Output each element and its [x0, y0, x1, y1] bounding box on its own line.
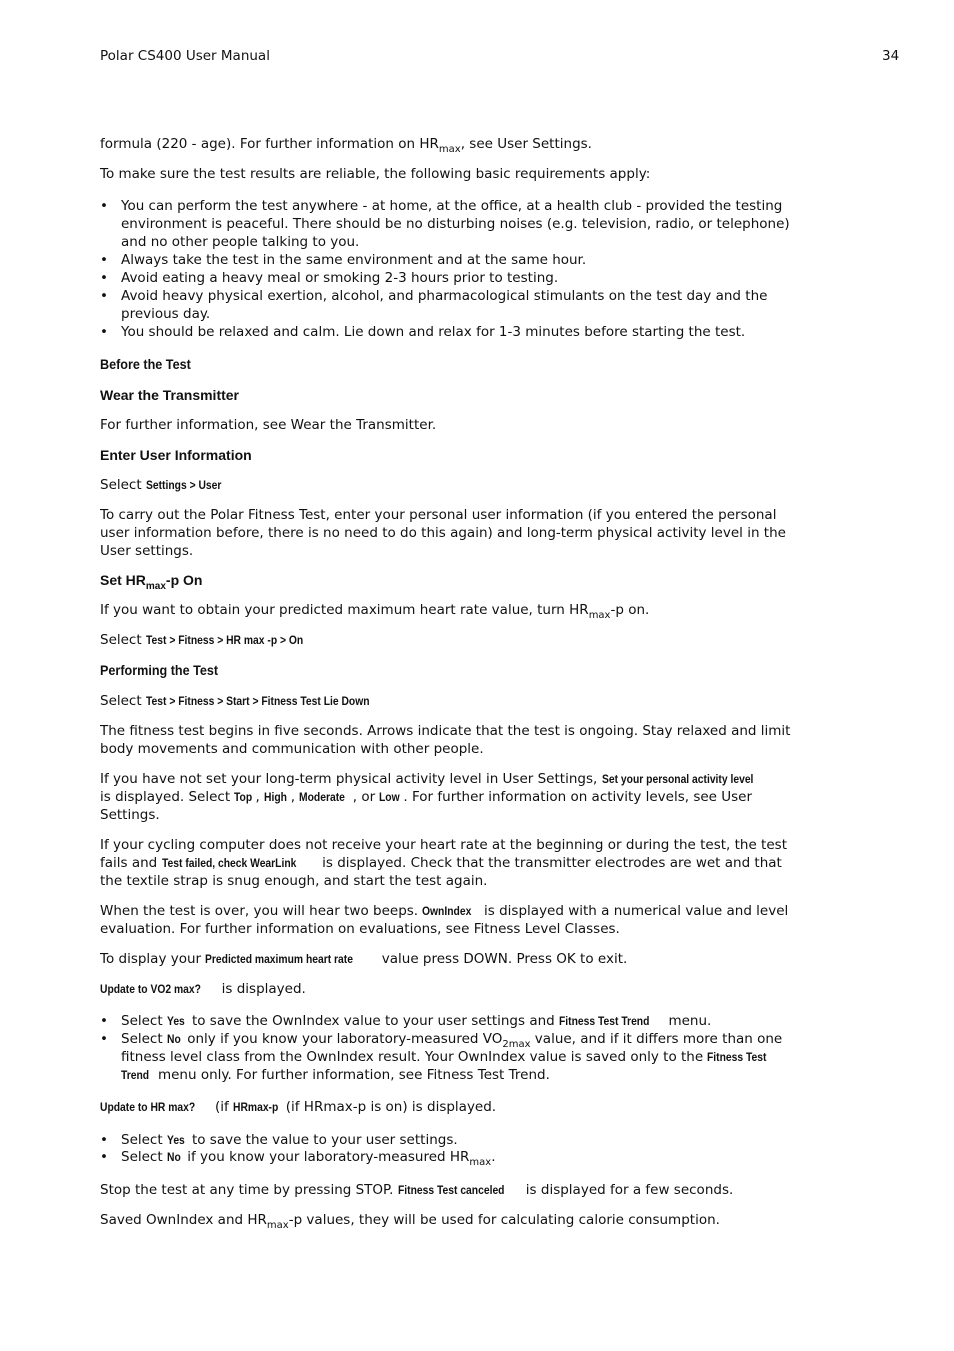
performing-p1: The fitness test begins in five seconds. Arrows indicate that the test is ongoing. Stay relaxed and limit — [100, 723, 791, 739]
list-item-cont: previous day. — [121, 306, 211, 322]
enter-text-cont: user information before, there is no need to do this again) and long-term physical activity level in the — [100, 525, 786, 541]
bullet: • — [100, 288, 108, 304]
list-item: Select No if you know your laboratory-measured $HR_{max}$. — [121, 1149, 496, 1168]
list-item-cont: Trend menu only. For further information, see Fitness Test Trend. — [121, 1067, 550, 1083]
performing-p2-cont: Settings. — [100, 807, 160, 823]
intro-paragraph-1: formula (220 - age). For further information on $HR_{max}$, see User Settings. — [100, 136, 592, 155]
bullet: • — [100, 270, 108, 286]
update-vo2-line: Update to VO2 max? is displayed. — [100, 981, 306, 997]
bullet: • — [100, 1149, 108, 1165]
list-item: Select No only if you know your laboratory-measured $VO_{2max}$ value, and if it differs more than one — [121, 1031, 783, 1050]
list-item: Avoid eating a heavy meal or smoking 2-3 hours prior to testing. — [121, 270, 559, 286]
menu-path: Settings > User — [145, 478, 222, 492]
list-item: Avoid heavy physical exertion, alcohol, and pharmacological stimulants on the test day and the — [121, 288, 768, 304]
performing-p2-cont: is displayed. Select Top , High , Moderate , or Low . For further information on activity levels, see User — [100, 789, 753, 805]
menu-path: Test > Fitness > Start > Fitness Test Lie Down — [145, 694, 370, 708]
bullet: • — [100, 198, 108, 214]
performing-menu-path: Select Test > Fitness > Start > Fitness Test Lie Down — [100, 693, 370, 709]
performing-p3-cont: fails and Test failed, check WearLink is displayed. Check that the transmitter electrodes are wet and that — [100, 855, 782, 871]
section-heading-performing-test: Performing the Test — [100, 662, 219, 678]
performing-p3-cont: the textile strap is snug enough, and start the test again. — [100, 873, 488, 889]
list-item-cont: and no other people talking to you. — [121, 234, 360, 250]
bullet: • — [100, 1132, 108, 1148]
wear-text: For further information, see Wear the Transmitter. — [100, 417, 437, 433]
performing-p2: If you have not set your long-term physical activity level in User Settings, Set your personal activity level — [100, 771, 754, 787]
list-item-cont: environment is peaceful. There should be no disturbing noises (e.g. television, radio, or telephone) — [121, 216, 790, 232]
bullet: • — [100, 324, 108, 340]
page-number: 34 — [882, 48, 900, 64]
hrmax-text: If you want to obtain your predicted maximum heart rate value, turn $HR_{max}-p$ on. — [100, 602, 650, 621]
list-item: Always take the test in the same environment and at the same hour. — [121, 252, 587, 268]
enter-text-cont: User settings. — [100, 543, 194, 559]
running-header-title: Polar CS400 User Manual — [100, 48, 270, 64]
subheading-set-hrmax: Set $HR_{max}-p$ On — [100, 572, 203, 592]
update-hrmax-line: Update to HR max? (if HRmax-p (if HRmax-p is on) is displayed. — [100, 1099, 497, 1115]
performing-p4: When the test is over, you will hear two beeps. OwnIndex is displayed with a numerical value and level — [100, 903, 789, 919]
list-item: Select Yes to save the OwnIndex value to your user settings and Fitness Test Trend menu. — [121, 1013, 712, 1029]
list-item: You can perform the test anywhere - at home, at the office, at a health club - provided the testing — [121, 198, 783, 214]
performing-p5: To display your Predicted maximum heart rate value press DOWN. Press OK to exit. — [100, 951, 628, 967]
subheading-enter-user-info: Enter User Information — [100, 447, 252, 463]
performing-p1-cont: body movements and communication with other people. — [100, 741, 484, 757]
enter-text: To carry out the Polar Fitness Test, enter your personal user information (if you entered the personal — [100, 507, 777, 523]
saved-paragraph: Saved OwnIndex and $HR_{max}-p$ values, they will be used for calculating calorie consumption. — [100, 1212, 720, 1231]
list-item-cont: fitness level class from the OwnIndex result. Your OwnIndex value is saved only to the Fitness Test — [121, 1049, 767, 1065]
enter-menu-path: Select Settings > User — [100, 477, 222, 493]
bullet: • — [100, 1031, 108, 1047]
hrmax-menu-path: Select Test > Fitness > HR max -p > On — [100, 632, 304, 648]
intro-paragraph-2: To make sure the test results are reliable, the following basic requirements apply: — [100, 166, 651, 182]
performing-p4-cont: evaluation. For further information on evaluations, see Fitness Level Classes. — [100, 921, 620, 937]
performing-p3: If your cycling computer does not receive your heart rate at the beginning or during the test, the test — [100, 837, 787, 853]
menu-path: Test > Fitness > HR max -p > On — [145, 633, 304, 647]
stop-paragraph: Stop the test at any time by pressing STOP. Fitness Test canceled is displayed for a few seconds. — [100, 1182, 734, 1198]
bullet: • — [100, 252, 108, 268]
subheading-wear-transmitter: Wear the Transmitter — [100, 387, 240, 403]
list-item: Select Yes to save the value to your user settings. — [121, 1132, 458, 1148]
bullet: • — [100, 1013, 108, 1029]
list-item: You should be relaxed and calm. Lie down and relax for 1-3 minutes before starting the test. — [121, 324, 746, 340]
section-heading-before-test: Before the Test — [100, 356, 191, 372]
